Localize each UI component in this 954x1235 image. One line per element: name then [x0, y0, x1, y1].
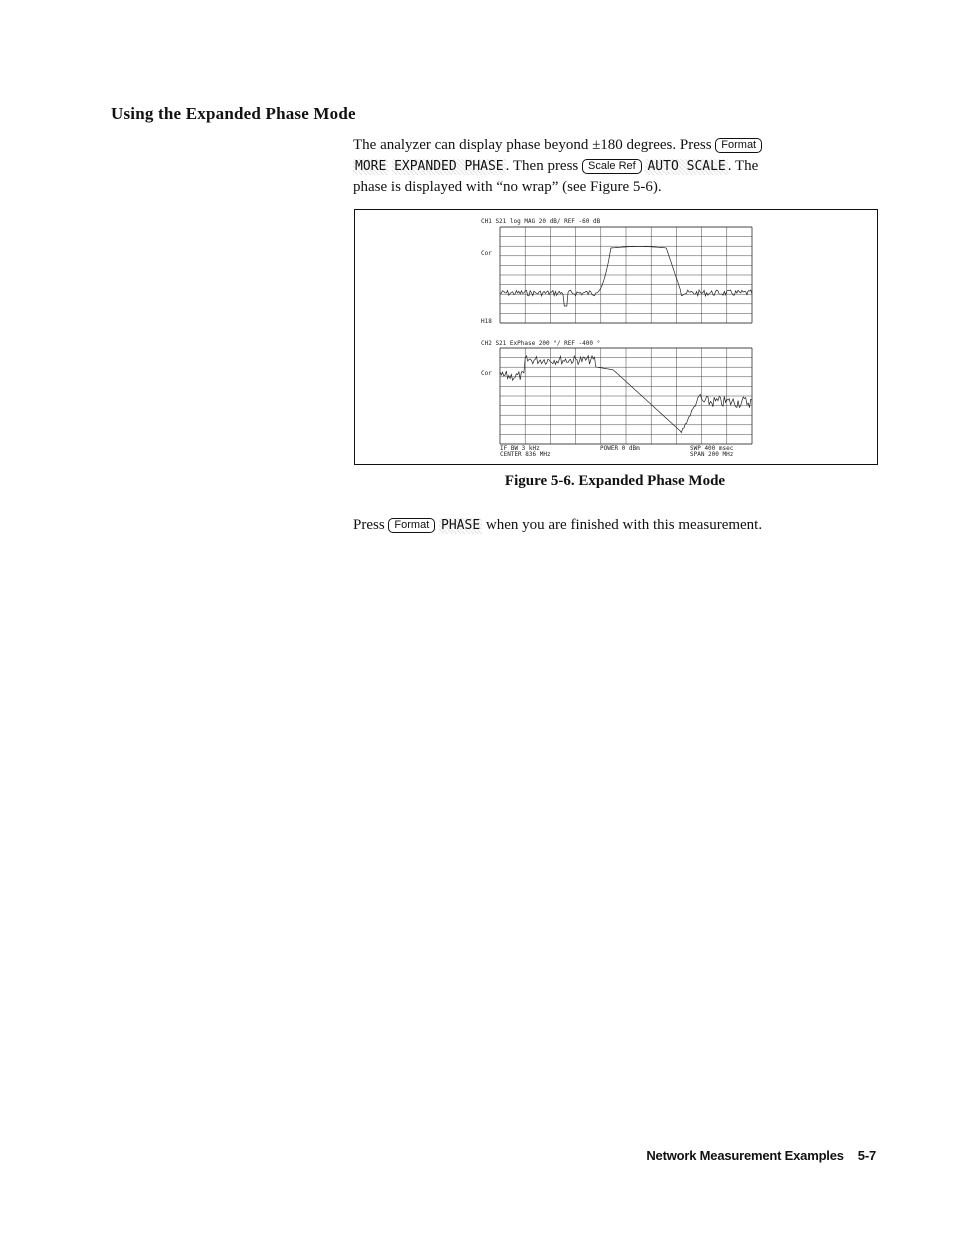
page-footer: [646, 1148, 876, 1163]
center-label: CENTER 836 MHz: [500, 451, 551, 458]
page-number: 5-7: [857, 1148, 876, 1163]
analyzer-screen: [355, 210, 877, 464]
paragraph-text: Press: [353, 517, 389, 533]
sweep-label: SWP 400 msec: [690, 445, 734, 452]
phase-softkey: PHASE: [441, 518, 481, 533]
figure-caption: Figure 5-6. Expanded Phase Mode: [504, 473, 726, 489]
paragraph-text: The analyzer can display phase beyond ±180 degrees. Press: [353, 137, 716, 153]
closing-paragraph: [353, 515, 878, 536]
paragraph-line-1: [353, 135, 878, 156]
paragraph-line-2: [353, 156, 878, 177]
expanded-phase-softkey: EXPANDED PHASE: [394, 159, 504, 174]
top-panel-header: CH1 S21 log MAG 20 dB/ REF -60 dB: [481, 218, 601, 225]
top-panel-cor-label: Cor: [481, 250, 492, 257]
footer-section-title: Network Measurement Examples: [646, 1148, 844, 1163]
format-key: Format: [388, 518, 435, 533]
paragraph-line-3: phase is displayed with “no wrap” (see Figure 5-6).: [353, 179, 662, 195]
top-panel-grid: [500, 227, 752, 323]
bottom-panel-header: CH2 S21 ExPhase 200 °/ REF -400 °: [481, 340, 601, 347]
paragraph-text: . The: [727, 158, 759, 174]
auto-scale-softkey: AUTO SCALE: [647, 159, 726, 174]
paragraph-line: [353, 515, 878, 536]
section-title: Using the Expanded Phase Mode: [111, 104, 356, 123]
instruction-paragraph: [353, 135, 878, 198]
more-softkey: MORE: [355, 159, 387, 174]
span-label: SPAN 200 MHz: [690, 451, 734, 458]
top-panel-hld-label: H18: [481, 318, 492, 325]
paragraph-text: when you are finished with this measurement.: [482, 517, 763, 533]
bottom-panel-cor-label: Cor: [481, 370, 492, 377]
format-key: Format: [715, 138, 762, 153]
scale-ref-key: Scale Ref: [582, 159, 642, 174]
paragraph-text: . Then press: [505, 158, 583, 174]
power-label: POWER 0 dBm: [600, 445, 640, 452]
if-bw-label: IF BW 3 kHz: [500, 445, 540, 452]
analyzer-figure: [354, 209, 878, 465]
